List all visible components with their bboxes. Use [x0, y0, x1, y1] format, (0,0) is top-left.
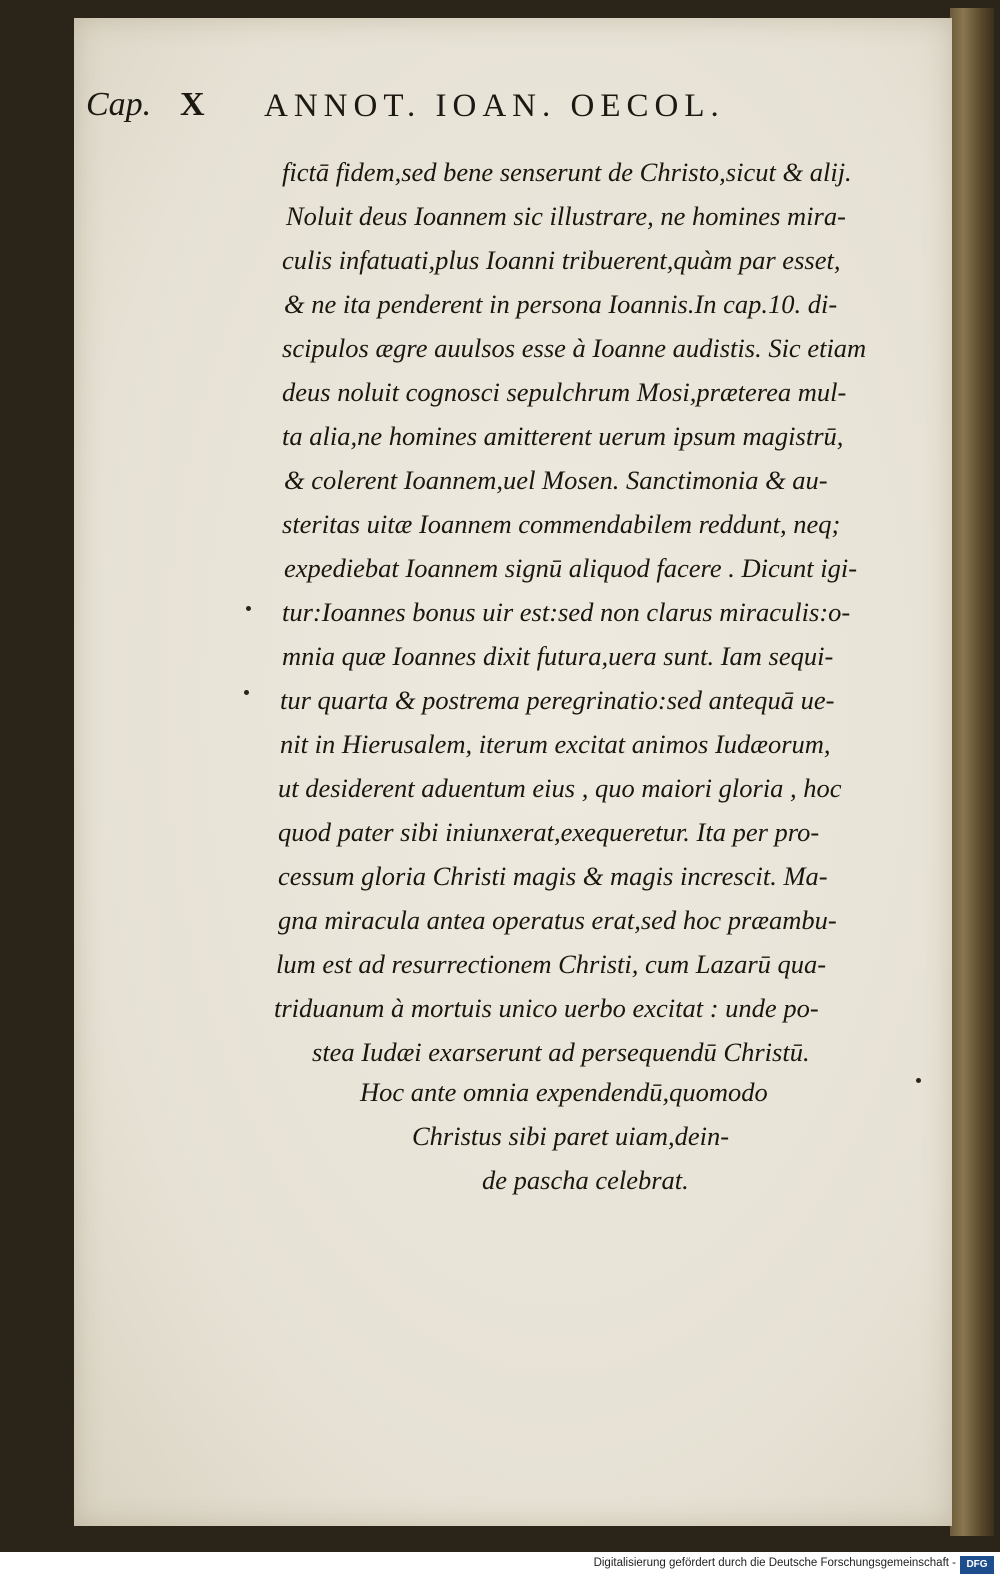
closing-line: Hoc ante omnia expendendū,quomodo [360, 1077, 768, 1107]
text-line: expediebat Ioannem signū aliquod facere . Dicunt igi- [284, 553, 858, 583]
closing-line: Christus sibi paret uiam,dein- [412, 1121, 730, 1151]
text-line: quod pater sibi iniunxerat,exequeretur. Ita per pro- [278, 817, 820, 847]
text-line: deus noluit cognosci sepulchrum Mosi,præterea mul- [282, 377, 847, 407]
page-header [86, 86, 886, 136]
margin-dot [244, 690, 249, 695]
running-title: ANNOT. IOAN. OECOL. [264, 88, 725, 124]
text-line: Noluit deus Ioannem sic illustrare, ne homines mira- [286, 201, 846, 231]
book-edge [950, 8, 994, 1536]
margin-dot [916, 1078, 921, 1083]
footer-credit: Digitalisierung gefördert durch die Deutsche Forschungsgemeinschaft - [593, 1557, 956, 1569]
chapter-label: Cap. [86, 86, 152, 123]
text-line: nit in Hierusalem, iterum excitat animos Iudæorum, [280, 729, 831, 759]
text-line: culis infatuati,plus Ioanni tribuerent,quàm par esset, [282, 245, 841, 275]
text-line: & colerent Ioannem,uel Mosen. Sanctimonia & au- [284, 465, 828, 495]
text-line: scipulos ægre auulsos esse à Ioanne audistis. Sic etiam [282, 333, 867, 363]
text-line: cessum gloria Christi magis & magis increscit. Ma- [278, 861, 828, 891]
text-line: mnia quæ Ioannes dixit futura,uera sunt. Iam sequi- [282, 641, 834, 671]
closing-line: de pascha celebrat. [482, 1165, 689, 1195]
text-line: fictā fidem,sed bene senserunt de Christo,sicut & alij. [282, 157, 852, 187]
text-line: stea Iudæi exarserunt ad persequendū Christū. [312, 1037, 810, 1067]
text-line: tur quarta & postrema peregrinatio:sed antequā ue- [280, 685, 835, 715]
text-line: gna miracula antea operatus erat,sed hoc præambu- [278, 905, 837, 935]
text-line: tur:Ioannes bonus uir est:sed non clarus miraculis:o- [282, 597, 851, 627]
chapter-number: X [180, 86, 205, 123]
margin-dot [246, 606, 251, 611]
dfg-logo: DFG [960, 1556, 994, 1574]
footer-bar [0, 1552, 1000, 1578]
text-line: steritas uitæ Ioannem commendabilem reddunt, neq; [282, 509, 841, 539]
text-line: lum est ad resurrectionem Christi, cum Lazarū qua- [276, 949, 827, 979]
text-line: ut desiderent aduentum eius , quo maiori gloria , hoc [278, 773, 842, 803]
text-line: ta alia,ne homines amitterent uerum ipsum magistrū, [282, 421, 844, 451]
text-line: triduanum à mortuis unico uerbo excitat : unde po- [274, 993, 819, 1023]
text-line: & ne ita penderent in persona Ioannis.In cap.10. di- [284, 289, 838, 319]
